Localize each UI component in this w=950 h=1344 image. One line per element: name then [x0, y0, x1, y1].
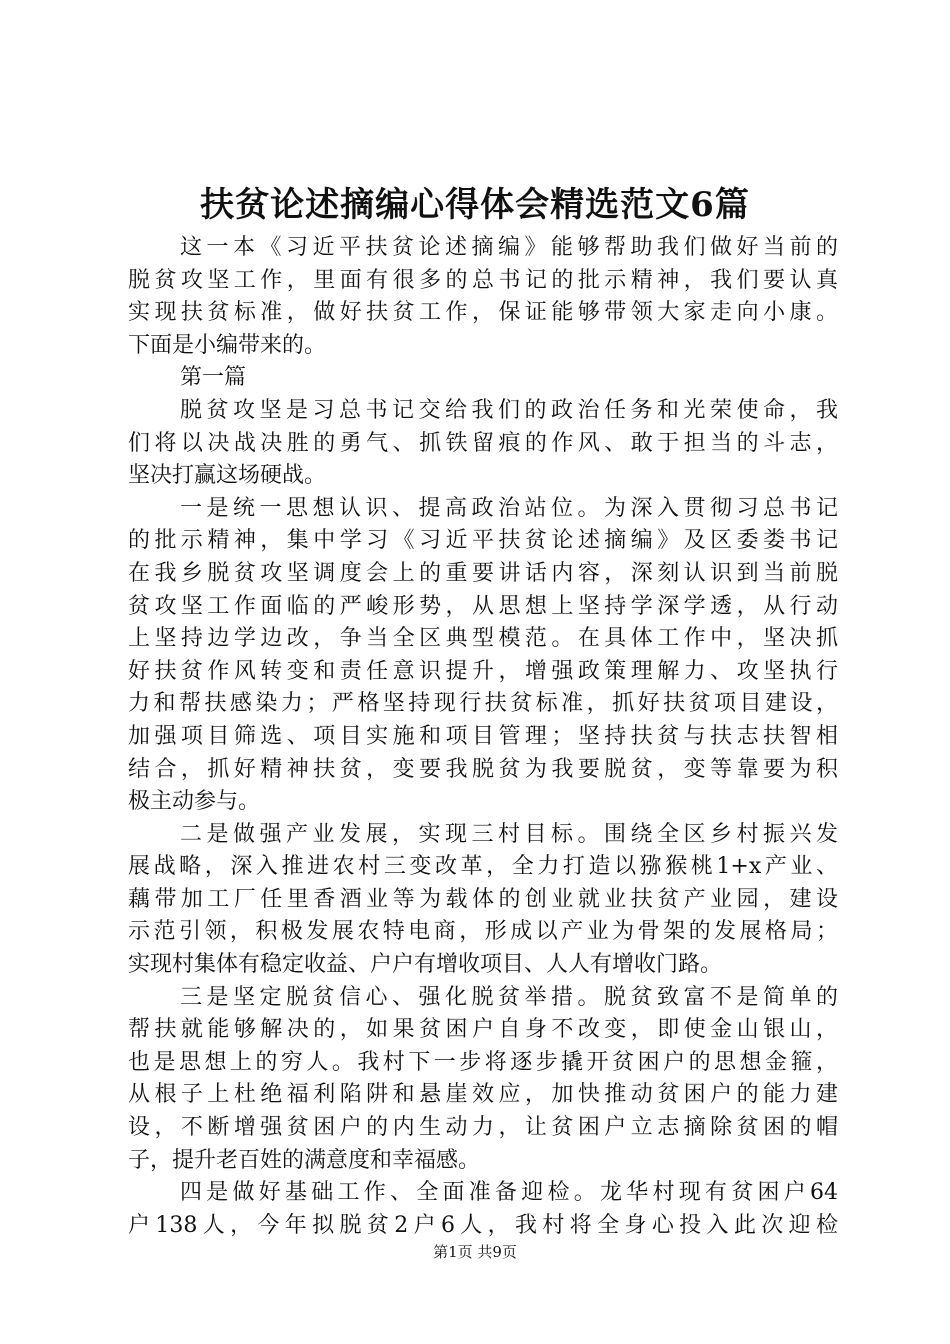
text-line: 示范引领，积极发展农特电商，形成以产业为骨架的发展格局；: [128, 919, 838, 945]
text-line: 从根子上杜绝福利陷阱和悬崖效应，加快推动贫困户的能力建: [128, 1082, 838, 1108]
text-line: 实现扶贫标准，做好扶贫工作，保证能够带领大家走向小康。: [128, 300, 838, 326]
text-line: 三是坚定脱贫信心、强化脱贫举措。脱贫致富不是简单的: [180, 984, 838, 1010]
text-line: 上坚持边学边改，争当全区典型模范。在具体工作中，坚决抓: [128, 626, 838, 652]
text-line: 力和帮扶感染力；严格坚持现行扶贫标准，抓好扶贫项目建设，: [128, 691, 838, 717]
text-line: 这一本《习近平扶贫论述摘编》能够帮助我们做好当前的: [180, 235, 838, 260]
text-line: 加强项目筛选、项目实施和项目管理；坚持扶贫与扶志扶智相: [128, 723, 838, 749]
text-line: 结合，抓好精神扶贫，变要我脱贫为我要脱贫，变等靠要为积: [128, 756, 838, 782]
text-line: 坚决打赢这场硬战。: [128, 463, 327, 489]
text-line: 在我乡脱贫攻坚调度会上的重要讲话内容，深刻认识到当前脱: [128, 560, 838, 586]
text-line: 的批示精神，集中学习《习近平扶贫论述摘编》及区委娄书记: [128, 528, 838, 554]
text-line: 二是做强产业发展，实现三村目标。围绕全区乡村振兴发: [180, 821, 838, 847]
text-line: 设，不断增强贫困户的内生动力，让贫困户立志摘除贫困的帽: [128, 1115, 838, 1141]
text-line: 户138人，今年拟脱贫2户6人，我村将全身心投入此次迎检: [128, 1212, 838, 1238]
text-line: 脱贫攻坚是习总书记交给我们的政治任务和光荣使命，我: [180, 397, 838, 423]
page-footer: 第1页 共9页: [433, 1243, 517, 1261]
text-line: 一是统一思想认识、提高政治站位。为深入贯彻习总书记: [180, 495, 838, 521]
text-line: 帮扶就能够解决的，如果贫困户自身不改变，即使金山银山，: [128, 1017, 838, 1043]
text-line: 贫攻坚工作面临的严峻形势，从思想上坚持学深学透，从行动: [128, 593, 838, 619]
text-line: 下面是小编带来的。: [128, 332, 327, 358]
text-line: 藕带加工厂任里香酒业等为载体的创业就业扶贫产业园，建设: [128, 886, 838, 912]
text-line: 好扶贫作风转变和责任意识提升，增强政策理解力、攻坚执行: [128, 658, 838, 684]
text-line: 四是做好基础工作、全面准备迎检。龙华村现有贫困户64: [180, 1180, 838, 1206]
text-line: 也是思想上的穷人。我村下一步将逐步撬开贫困户的思想金箍，: [128, 1049, 838, 1075]
text-line: 们将以决战决胜的勇气、抓铁留痕的作风、敢于担当的斗志，: [128, 430, 838, 456]
text-line: 展战略，深入推进农村三变改革，全力打造以猕猴桃1+x产业、: [128, 854, 838, 880]
text-line: 脱贫攻坚工作，里面有很多的总书记的批示精神，我们要认真: [128, 267, 838, 293]
text-line: 极主动参与。: [128, 789, 261, 815]
text-line: 子，提升老百姓的满意度和幸福感。: [128, 1147, 481, 1173]
text-line: 第一篇: [180, 365, 247, 391]
document-title: 扶贫论述摘编心得体会精选范文6篇: [200, 185, 750, 225]
document-body: [128, 232, 838, 1242]
text-line: 实现村集体有稳定收益、户户有增收项目、人人有增收门路。: [128, 952, 723, 978]
